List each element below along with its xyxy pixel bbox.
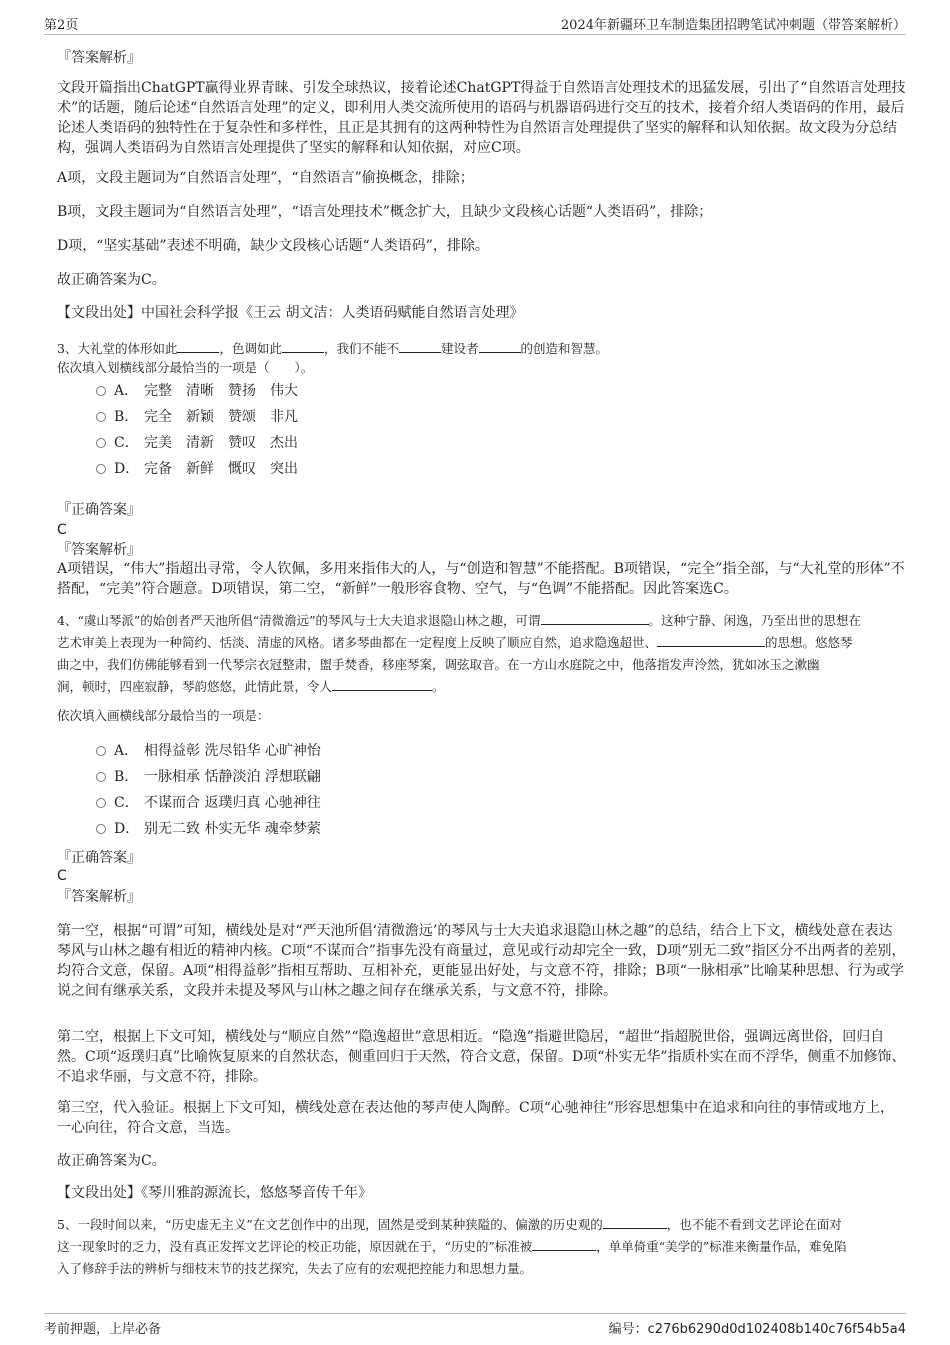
conclusion: 故正确答案为C。 — [57, 272, 166, 288]
document-title: 2024年新疆环卫车制造集团招聘笔试冲刺题（带答案解析） — [560, 18, 906, 33]
analysis-paragraph: 第二空，根据上下文可知，横线处与“顺应自然”“隐逸超世”意思相近。“隐逸”指避世隐居，“超世”指超脱世俗，强调远离世俗，回归自然。C项“返璞归真”比喻恢复原来的自然状态，侧重回归于天然，符合文意，保留。D项“朴实无华”指质朴实在而不浮华，侧重不加修饰、不追求华丽，与文意不符，排除。 — [57, 1029, 906, 1085]
correct-answer: C — [57, 522, 67, 538]
option-d[interactable]: D． 完备 新鲜 慨叹 突出 — [96, 458, 298, 480]
option-b[interactable]: B． 完全 新颖 赞颂 非凡 — [96, 406, 298, 428]
analysis-label: 『答案解析』 — [57, 50, 141, 66]
option-c[interactable]: C． 不谋而合 返璞归真 心驰神往 — [96, 792, 321, 814]
radio-icon[interactable] — [96, 772, 106, 782]
page-header — [44, 14, 906, 35]
radio-icon[interactable] — [96, 438, 106, 448]
option-a[interactable]: A． 完整 清晰 赞扬 伟大 — [96, 380, 298, 402]
question-stem: 5、一段时间以来，“历史虚无主义”在文艺创作中的出现，固然是受到某种狭隘的、偏激的历史观的 ，也不能不看到文艺评论在面对 这一现象时的乏力，没有真正发挥文艺评论的校正功能，原因就在于，“历史的”标准被 ，单单倚重“美学的”标准来衡量作品，难免陷 入了修辞手法的辨析与细枝末节的技艺探究，失去了应有的宏观把控能力和思想力量。 — [57, 1217, 847, 1276]
radio-icon[interactable] — [96, 386, 106, 396]
analysis-paragraph: A项，文段主题词为“自然语言处理”，“自然语言”偷换概念，排除； — [57, 170, 474, 186]
question-prompt: 依次填入划横线部分最恰当的一项是（ ）。 — [57, 360, 314, 375]
footer-slogan: 考前押题，上岸必备 — [44, 1322, 162, 1337]
correct-answer: C — [57, 868, 67, 884]
radio-icon[interactable] — [96, 798, 106, 808]
answer-label: 『正确答案』 — [57, 850, 141, 866]
option-d[interactable]: D． 别无二致 朴实无华 魂牵梦萦 — [96, 818, 321, 840]
option-b[interactable]: B． 一脉相承 恬静淡泊 浮想联翩 — [96, 766, 321, 788]
option-c[interactable]: C． 完美 清新 赞叹 杰出 — [96, 432, 298, 454]
question-stem: 4、“虞山琴派”的始创者严天池所倡“清微澹远”的琴风与士大夫追求退隐山林之趣，可谓 。这种宁静、闲逸，乃至出世的思想在 艺术审美上表现为一种简约、恬淡、清虚的风格。诸多琴曲都在一定程度上反映了顺应自然，追求隐逸超世、 的思想。悠悠琴 曲之中，我们仿佛能够看到一代琴宗衣冠整肃，盥手焚香，移座琴案，调弦取音。在一方山水庭院之中，他落指发声泠然，犹如冰玉之漱幽 涧，顿时，四座寂静，琴韵悠悠，此情此景，令人 。 — [57, 613, 862, 694]
source-citation: 【文段出处】中国社会科学报《王云 胡文洁：人类语码赋能自然语言处理》 — [57, 305, 524, 321]
analysis-paragraph: D项，“坚实基础”表述不明确，缺少文段核心话题“人类语码”，排除。 — [57, 238, 489, 254]
analysis-label: 『答案解析』 — [57, 889, 141, 905]
source-citation: 【文段出处】《琴川雅韵源流长，悠悠琴音传千年》 — [57, 1185, 372, 1201]
analysis-paragraph: 第一空，根据“可谓”可知，横线处是对“严天池所倡‘清微澹远’的琴风与士大夫追求退隐山林之趣”的总结，结合上下文，横线处意在表达琴风与山林之趣有相近的精神内核。C项“不谋而合”指事先没有商量过，意见或行动却完全一致，D项“别无二致”指区分不出两者的差别，均符合文意，保留。A项“相得益彰”指相互帮助、互相补充，更能显出好处，与文意不符，排除；B项“一脉相承”比喻某种思想、行为或学说之间有继承关系，文段并未提及琴风与山林之趣之间存在继承关系，与文意不符，排除。 — [57, 923, 906, 999]
analysis-paragraph: B项，文段主题词为“自然语言处理”，“语言处理技术”概念扩大，且缺少文段核心话题“人类语码”，排除； — [57, 204, 713, 220]
radio-icon[interactable] — [96, 824, 106, 834]
document-id: 编号：c276b6290d0d102408b140c76f54b5a4 — [608, 1322, 906, 1337]
radio-icon[interactable] — [96, 746, 106, 756]
page-footer — [44, 1313, 906, 1340]
radio-icon[interactable] — [96, 464, 106, 474]
answer-label: 『正确答案』 — [57, 502, 141, 518]
analysis-paragraph: 第三空，代入验证。根据上下文可知，横线处意在表达他的琴声使人陶醉。C项“心驰神往”形容思想集中在追求和向往的事情或地方上，一心向往，符合文意，当选。 — [57, 1100, 895, 1136]
radio-icon[interactable] — [96, 412, 106, 422]
analysis-label: 『答案解析』 — [57, 542, 141, 558]
analysis-paragraph: 文段开篇指出ChatGPT赢得业界青睐、引发全球热议，接着论述ChatGPT得益于自然语言处理技术的迅猛发展，引出了“自然语言处理技术”的话题，随后论述“自然语言处理”的定义，即利用人类交流所使用的语码与机器语码进行交互的技术，接着介绍人类语码的作用，最后论述人类语码的独特性在于复杂性和多样性，且正是其拥有的这两种特性为自然语言处理提供了坚实的解释和认知依据。故文段为分总结构，强调人类语码为自然语言处理提供了坚实的解释和认知依据，对应C项。 — [57, 80, 906, 156]
question-stem: 3、大礼堂的体形如此 ，色调如此 ，我们不能不 建设者 的创造和智慧。 — [57, 341, 609, 356]
option-a[interactable]: A． 相得益彰 洗尽铅华 心旷神怡 — [96, 740, 321, 762]
page-number: 第2页 — [44, 18, 79, 33]
analysis-paragraph: A项错误，“伟大”指超出寻常，令人钦佩，多用来指伟大的人，与“创造和智慧”不能搭配。B项错误，“完全”指全部，与“大礼堂的形体”不搭配，“完美”符合题意。D项错误，第二空，“新鲜”一般形容食物、空气，与“色调”不能搭配。因此答案选C。 — [57, 561, 905, 597]
question-prompt: 依次填入画横线部分最恰当的一项是： — [57, 708, 270, 723]
conclusion: 故正确答案为C。 — [57, 1153, 166, 1169]
